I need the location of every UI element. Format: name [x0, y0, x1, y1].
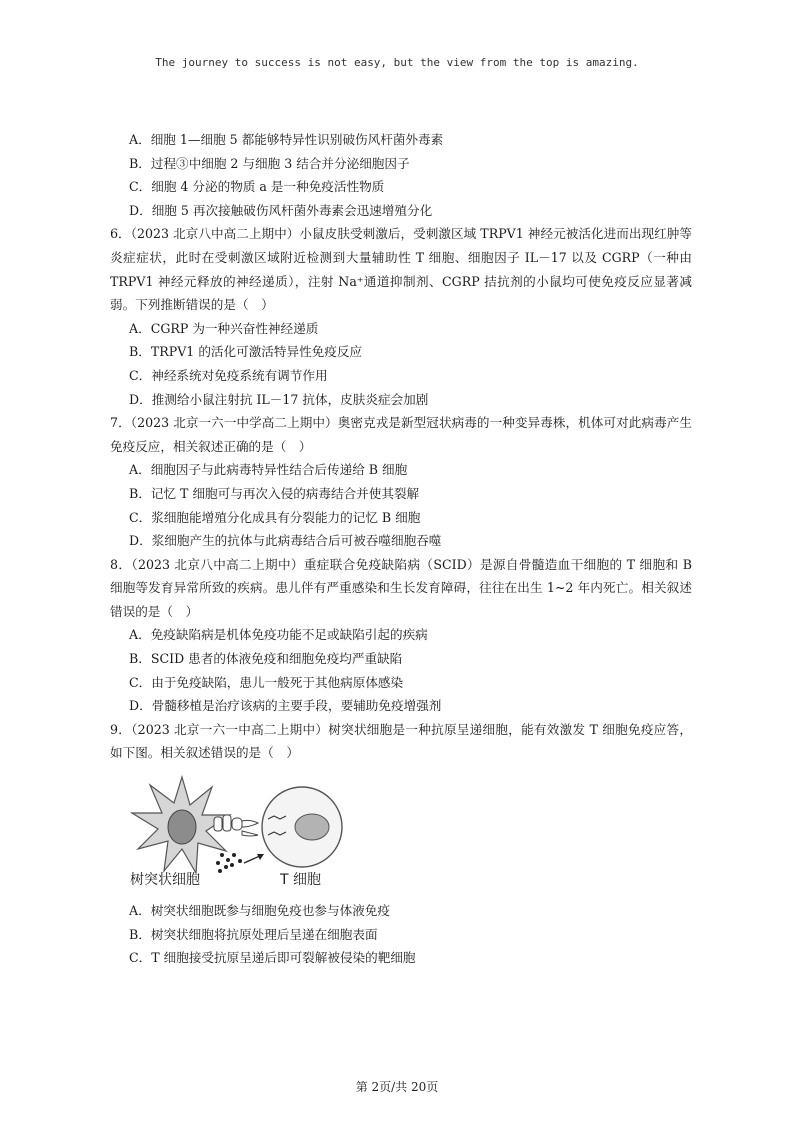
- content: [110, 128, 692, 970]
- dendritic-nucleus: [168, 810, 196, 844]
- question-9-stem: 9．（2023 北京一六一中高二上期中）树突状细胞是一种抗原呈递细胞，能有效激发 T 细胞免疫应答，如下图。相关叙述错误的是（ ）: [110, 721, 692, 761]
- option: B．TRPV1 的活化可激活特异性免疫反应: [129, 344, 363, 360]
- option: C．由于免疫缺陷，患儿一般死于其他病原体感染: [129, 674, 404, 690]
- option: B．记忆 T 细胞可与再次入侵的病毒结合并使其裂解: [129, 485, 420, 501]
- option: B．SCID 患者的体液免疫和细胞免疫均严重缺陷: [129, 651, 403, 667]
- option: A．树突状细胞既参与细胞免疫也参与体液免疫: [129, 903, 390, 919]
- option: D．推测给小鼠注射抗 IL－17 抗体，皮肤炎症会加剧: [129, 391, 429, 407]
- page-header: The journey to success is not easy, but the view from the top is amazing.: [155, 56, 639, 69]
- option: C．细胞 4 分泌的物质 a 是一种免疫活性物质: [129, 179, 385, 195]
- option: B．过程③中细胞 2 与细胞 3 结合并分泌细胞因子: [129, 155, 410, 171]
- option: A．细胞因子与此病毒特异性结合后传递给 B 细胞: [129, 462, 408, 478]
- option: C．T 细胞接受抗原呈递后即可裂解被侵染的靶细胞: [129, 950, 416, 966]
- option: C．浆细胞能增殖分化成具有分裂能力的记忆 B 细胞: [129, 509, 421, 525]
- dendritic-cell-label: 树突状细胞: [130, 872, 200, 889]
- cytokine-dots: [216, 853, 242, 873]
- option: A．CGRP 为一种兴奋性神经递质: [129, 320, 319, 336]
- option: A．免疫缺陷病是机体免疫功能不足或缺陷引起的疾病: [129, 627, 428, 643]
- question-7-stem: 7．（2023 北京一六一中学高二上期中）奥密克戎是新型冠状病毒的一种变异毒株，机体可对此病毒产生免疫反应，相关叙述正确的是（ ）: [110, 415, 692, 454]
- dendritic-t-cell-figure: [110, 775, 692, 893]
- option: B．树突状细胞将抗原处理后呈递在细胞表面: [129, 926, 378, 942]
- question-8-stem: 8．（2023 北京八中高二上期中）重症联合免疫缺陷病（SCID）是源自骨髓造血干细胞的 T 细胞和 B 细胞等发育异常所致的疾病。患儿伴有严重感染和生长发育障碍，往往在出生 1~2 年内死亡。相关叙述错误的是（ ）: [110, 556, 692, 619]
- t-cell-label: T 细胞: [280, 872, 322, 889]
- question-6-stem: 6．（2023 北京八中高二上期中）小鼠皮肤受刺激后，受刺激区域 TRPV1 神经元被活化进而出现红肿等炎症症状，此时在受刺激区域附近检测到大量辅助性 T 细胞、细胞因子 IL－17 以及 CGRP（一种由 TRPV1 神经元释放的神经递质），注射 Na⁺通道抑制剂、CGRP 拮抗剂的小鼠均可使免疫反应显著减弱。下列推断错误的是（ ）: [110, 226, 692, 313]
- option: A．细胞 1—细胞 5 都能够特异性识别破伤风杆菌外毒素: [129, 132, 444, 147]
- q5-options: [110, 128, 692, 222]
- option: D．浆细胞产生的抗体与此病毒结合后可被吞噬细胞吞噬: [129, 533, 442, 549]
- option: D．细胞 5 再次接触破伤风杆菌外毒素会迅速增殖分化: [129, 202, 433, 218]
- page-footer: 第 2页/共 20页: [355, 1080, 439, 1094]
- t-cell-nucleus: [295, 814, 329, 840]
- receptor-complex: [214, 815, 258, 836]
- option: D．骨髓移植是治疗该病的主要手段，要辅助免疫增强剂: [129, 698, 442, 714]
- option: C．神经系统对免疫系统有调节作用: [129, 367, 328, 383]
